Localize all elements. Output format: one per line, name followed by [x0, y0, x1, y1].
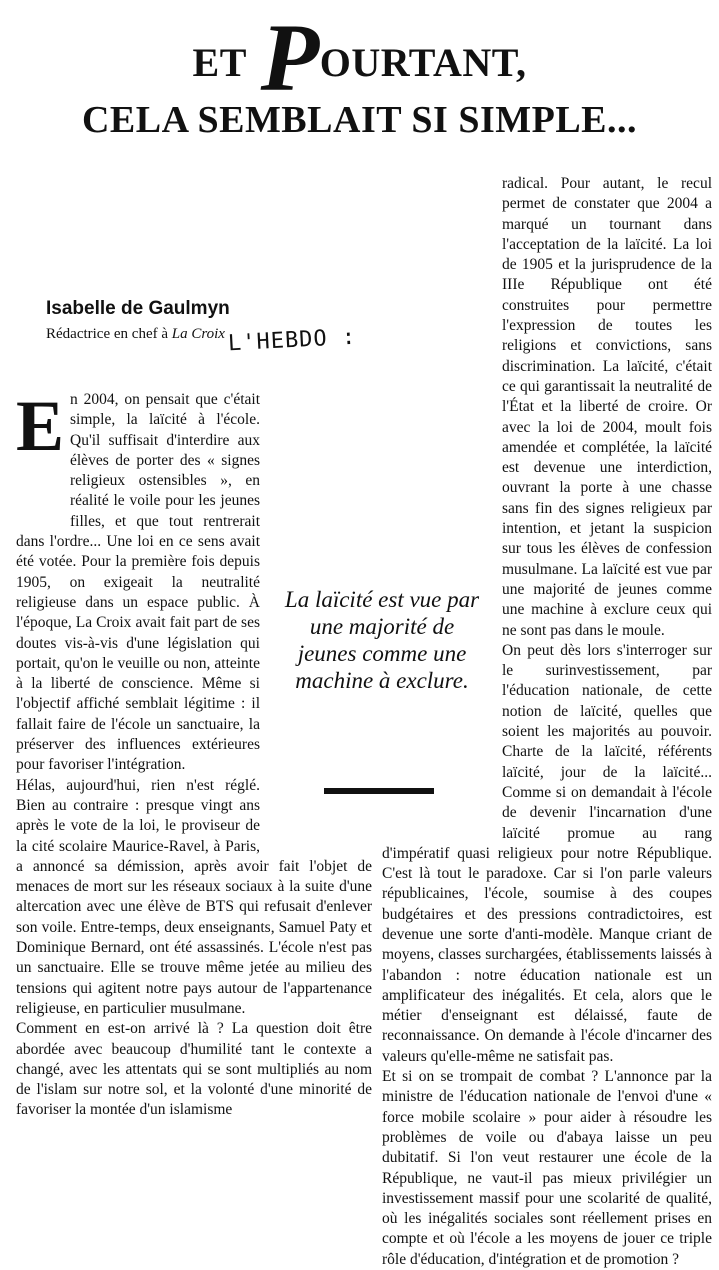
byline [46, 298, 230, 345]
author-role-prefix: Rédactrice en chef à [46, 326, 172, 342]
paragraph: radical. Pour autant, le recul permet de constater que 2004 a marqué un tournant dans l'acceptation de la laïcité. La loi de 1905 et la jurisprudence de la IIIe République ont été construites pour permettre l'expression de toutes les religions et convictions, sans discrimination. La laïcité, c'était ce qui garantissait la neutralité de l'État et la liberté de croire. Or avec la loi de 2004, moult fois amendée et complétée, la laïcité est devenue une interdiction, ouvrant la porte à une chasse sans fin des signes religieux par intention, et jetant la suspicion sur tous les élèves de confession musulmane. La laïcité est vue par une majorité de jeunes comme une machine à exclure ceux qui ne sont pas dans le moule. [502, 175, 712, 639]
paragraph: Et si on se trompait de combat ? L'annonce par la ministre de l'éducation nationale de l'envoi d'une « force mobile scolaire » pour aider à résoudre les problèmes de voile ou d'abaya laisse un peu dubitatif. Si l'on veut restaurer une école de la République, ne vaut-il pas mieux privilégier un investissement massif pour une scolarité de qualité, où les inégalités sociales sont réellement prises en compte et où l'école a les moyens de jouer ce triple rôle d'éducation, d'intégration et de promotion ? [382, 1068, 712, 1268]
paragraph: Hélas, aujourd'hui, rien n'est réglé. Bien au contraire : presque vingt ans après le vote de la loi, le proviseur de la cité scolaire Maurice-Ravel, à Paris, a annoncé sa démission, après avoir fait l'objet de menaces de mort sur les réseaux sociaux à la suite d'une altercation avec une élève de BTS qui refusait d'enlever son voile. Entre-temps, deux enseignants, Samuel Paty et Dominique Bernard, ont été assassinés. L'école n'est pas un sanctuaire. Elle se trouve même jetée au milieu des tensions qui agitent notre pays autour de l'appartenance religieuse, en particulier musulmane. [16, 776, 372, 1017]
handwritten-stamp: L'HEBDO : [227, 324, 357, 357]
headline-line-1-end: OURTANT, [319, 40, 527, 85]
headline-line-1-start: ET [192, 40, 257, 85]
paragraph: n 2004, on pensait que c'était simple, la laïcité à l'école. Qu'il suffisait d'interdire aux élèves de porter des « signes religieux ostensibles », en réalité le voile pour les jeunes filles, et que tout rentrerait dans l'ordre... Une loi en ce sens avait été votée. Pour la première fois depuis 1905, on exigeait la neutralité religieuse dans un espace public. À l'époque, La Croix avait fait part de ses doutes vis-à-vis d'une législation qui portait, qu'on le veuille ou non, atteinte à la liberté de conscience. Même si l'objectif affiché semblait légitime : il fallait faire de l'école un sanctuaire, la préserver des influences extérieures pour favoriser l'intégration. [16, 391, 260, 774]
paragraph: Comment en est-on arrivé là ? La question doit être abordée avec beaucoup d'humilité tant le contexte a changé, avec les attentats qui se sont multipliés au nom de l'islam sur notre sol, et la volonté d'une minorité de favoriser la montée d'un islamisme [16, 1020, 372, 1119]
paragraph: On peut dès lors s'interroger sur le surinvestissement, par l'éducation nationale, de cette notion de laïcité, quelles que soient les majorités au pouvoir. Charte de la laïcité, référents laïcité, jour de la laïcité... Comme si on demandait à l'école de devenir l'incarnation d'une laïcité promue au rang d'impératif quasi religieux pour notre République. C'est là tout le paradoxe. Car si l'on parle valeurs républicaines, l'école, soumise à des coupes budgétaires et des pressions contradictoires, est devenue une sorte d'anti-modèle. Manque criant de moyens, classes surchargées, établissements laissés à l'abandon : notre éducation nationale est un amplificateur des inégalités. Et cela, alors que le métier d'enseignant est délaissé, faute de reconnaissance. On demande à l'école d'incarner des valeurs qu'elle-même ne satisfait pas. [382, 641, 712, 1065]
article-column-left [16, 386, 372, 1121]
article-column-right [382, 174, 712, 1270]
pull-quote-rule [324, 788, 434, 794]
headline-line-1 [0, 4, 719, 111]
headline-initial-p: P [260, 4, 320, 111]
author-role [46, 323, 230, 345]
pull-quote: La laïcité est vue par une majorité de jeunes comme une machine à exclure. [284, 587, 480, 693]
author-newspaper: La Croix [171, 326, 225, 342]
headline-line-2: CELA SEMBLAIT SI SIMPLE... [81, 99, 638, 141]
drop-cap: E [16, 386, 65, 466]
author-name: Isabelle de Gaulmyn [46, 298, 230, 319]
